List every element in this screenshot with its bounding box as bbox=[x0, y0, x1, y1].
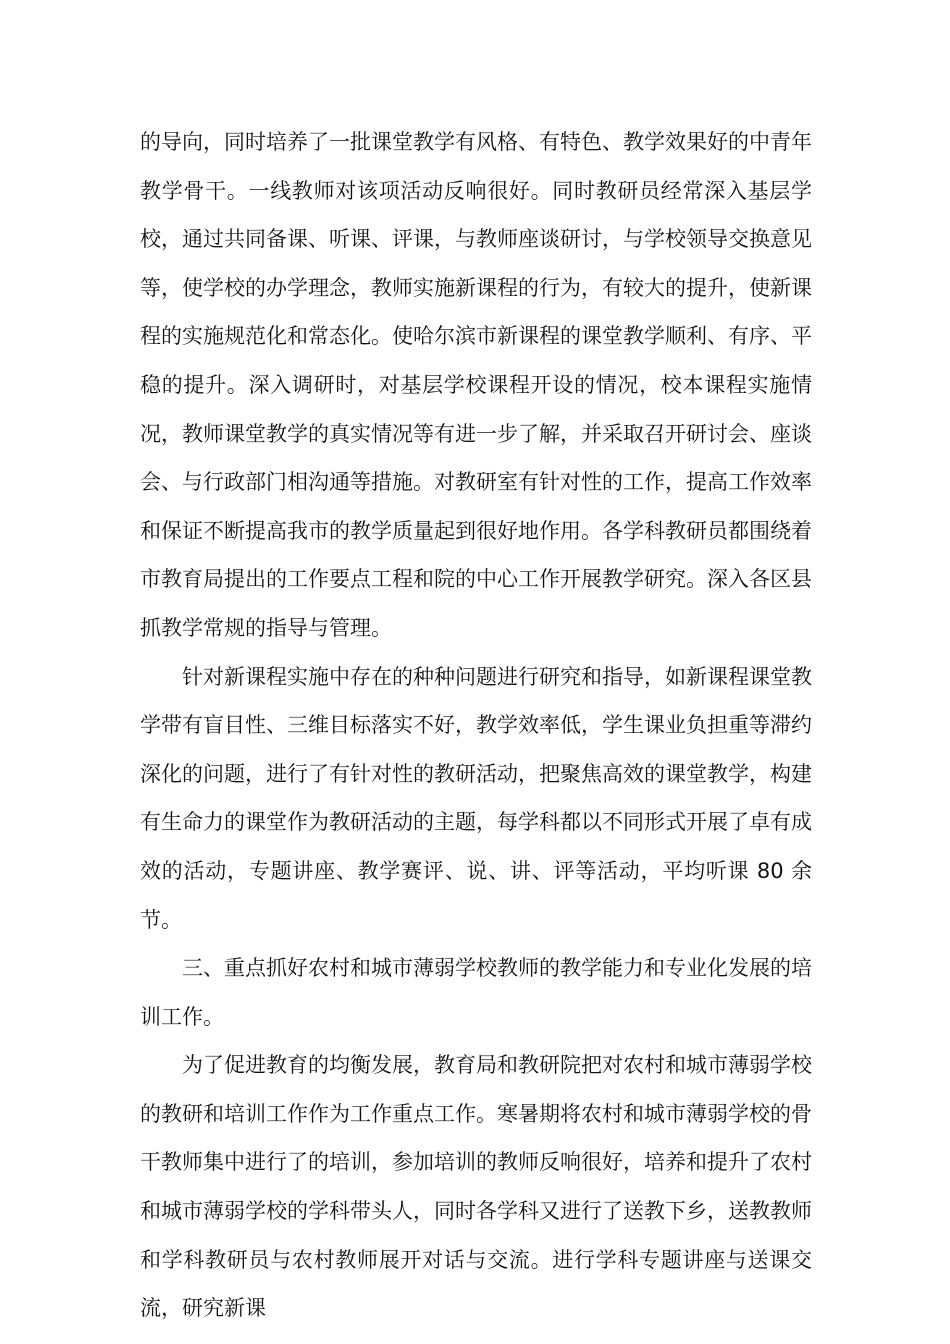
paragraph-new-curriculum-guidance: 针对新课程实施中存在的种种问题进行研究和指导，如新课程课堂教学带有盲目性、三维目标落实不好，教学效率低，学生课业负担重等滞约深化的问题，进行了有针对性的教研活动，把聚焦高效的课堂教学，构建有生命力的课堂作为教研活动的主题，每学科都以不同形式开展了卓有成效的活动，专题讲座、教学赛评、说、讲、评等活动，平均听课 80 余节。 bbox=[140, 664, 812, 932]
paragraph-balanced-development: 为了促进教育的均衡发展，教育局和教研院把对农村和城市薄弱学校的教研和培训工作作为工作重点工作。寒暑期将农村和城市薄弱学校的骨干教师集中进行了的培训，参加培训的教师反响很好，培养和提升了农村和城市薄弱学校的学科带头人，同时各学科又进行了送教下乡，送教教师和学科教研员与农村教师展开对话与交流。进行学科专题讲座与送课交流，研究新课 bbox=[140, 1053, 812, 1321]
document-body bbox=[140, 118, 812, 1333]
paragraph-continued: 的导向，同时培养了一批课堂教学有风格、有特色、教学效果好的中青年教学骨干。一线教师对该项活动反响很好。同时教研员经常深入基层学校，通过共同备课、听课、评课，与教师座谈研讨，与学校领导交换意见等，使学校的办学理念，教师实施新课程的行为，有较大的提升，使新课程的实施规范化和常态化。使哈尔滨市新课程的课堂教学顺利、有序、平稳的提升。深入调研时，对基层学校课程开设的情况，校本课程实施情况，教师课堂教学的真实情况等有进一步了解，并采取召开研讨会、座谈会、与行政部门相沟通等措施。对教研室有针对性的工作，提高工作效率和保证不断提高我市的教学质量起到很好地作用。各学科教研员都围绕着市教育局提出的工作要点工程和院的中心工作开展教学研究。深入各区县抓教学常规的指导与管理。 bbox=[140, 130, 812, 640]
section-heading-rural-training: 三、重点抓好农村和城市薄弱学校教师的教学能力和专业化发展的培训工作。 bbox=[140, 956, 812, 1029]
